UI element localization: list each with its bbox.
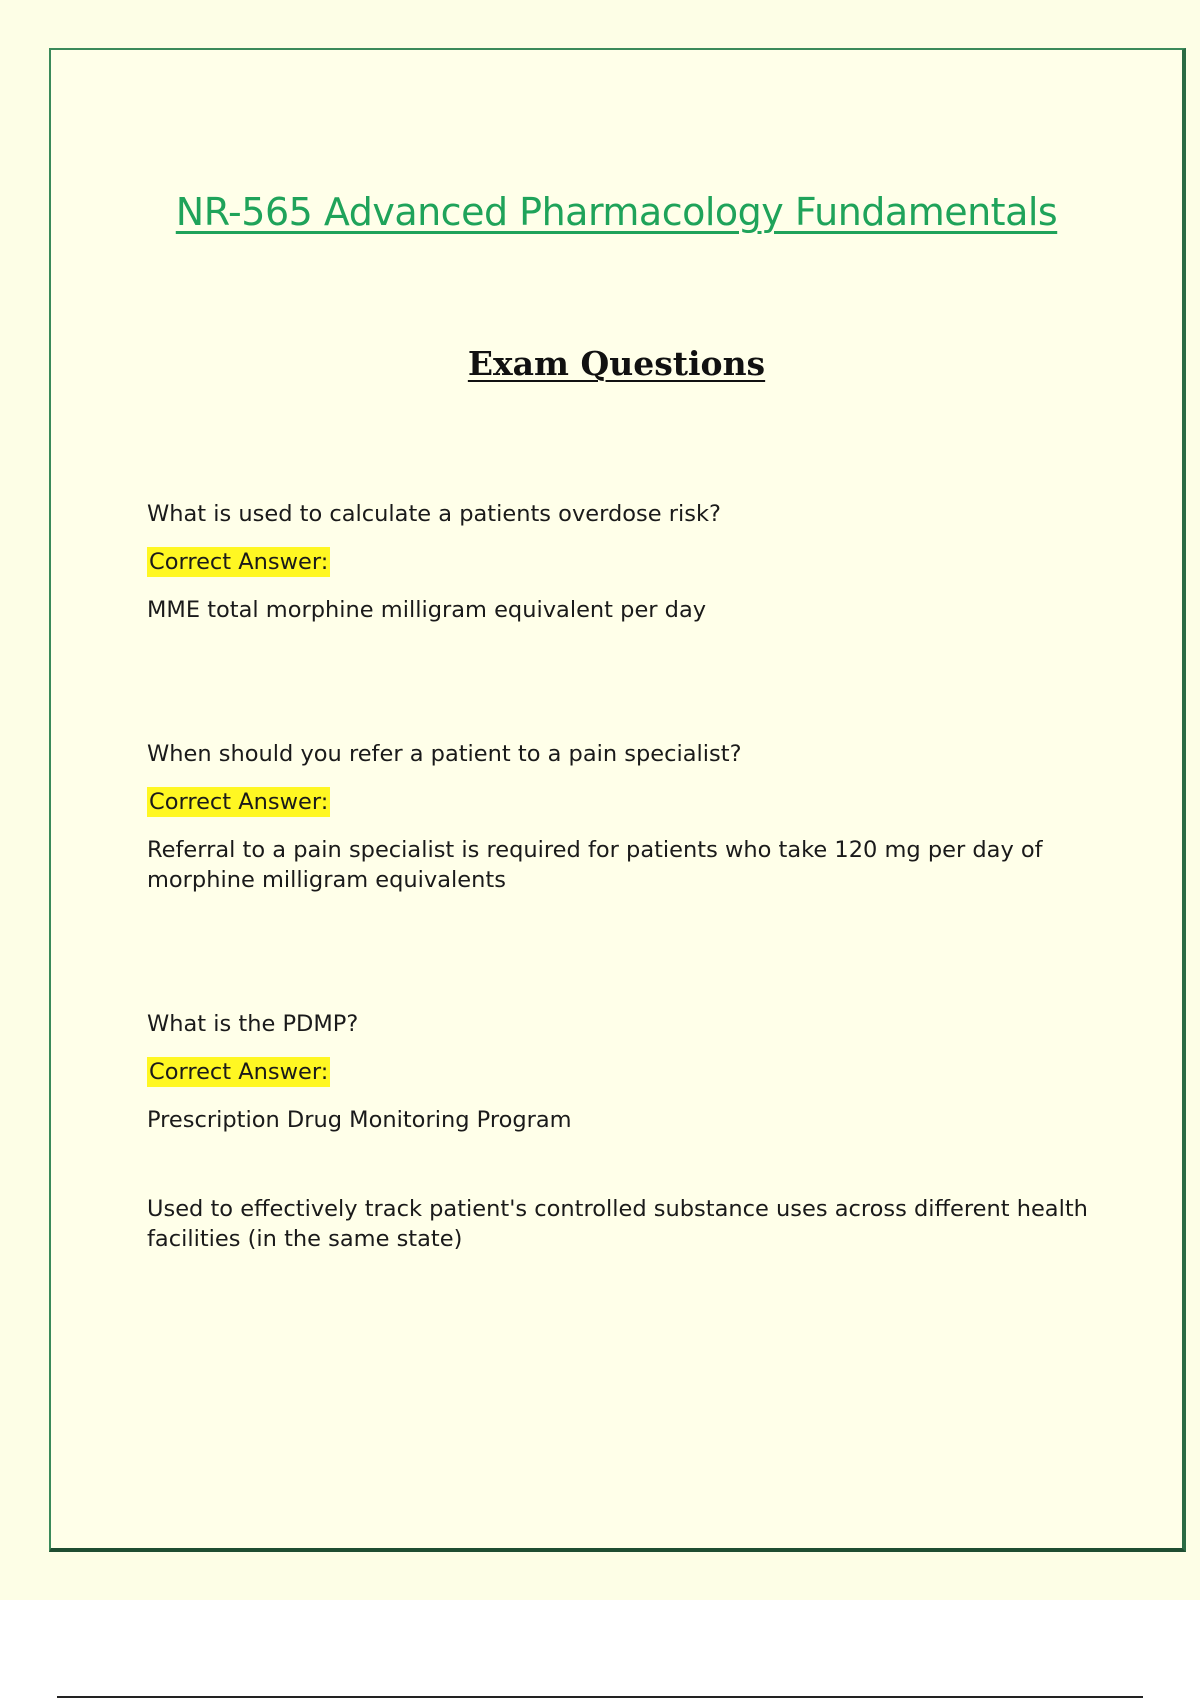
question-text: What is the PDMP? bbox=[147, 1011, 359, 1037]
answer-text: MME total morphine milligram equivalent per day bbox=[147, 597, 707, 623]
document-title-text: NR-565 Advanced Pharmacology Fundamentals bbox=[175, 190, 1058, 234]
document-title bbox=[51, 190, 1182, 234]
answer-text: Referral to a pain specialist is required for patients who take 120 mg per day of morphine milligram equivalents bbox=[147, 837, 1043, 893]
answer-text: Prescription Drug Monitoring Program bbox=[147, 1107, 572, 1133]
question-block-2 bbox=[147, 739, 1107, 895]
correct-answer-label: Correct Answer: bbox=[149, 549, 329, 575]
document-subtitle bbox=[51, 344, 1182, 383]
footer-divider bbox=[57, 1696, 1143, 1698]
answer-extra-text: Used to effectively track patient's controlled substance uses across different health facilities (in the same state) bbox=[147, 1196, 1088, 1252]
document-frame bbox=[49, 48, 1186, 1552]
correct-answer-label: Correct Answer: bbox=[149, 789, 329, 815]
document-subtitle-text: Exam Questions bbox=[467, 344, 766, 383]
question-block-1 bbox=[147, 499, 1107, 625]
question-block-3 bbox=[147, 1009, 1107, 1254]
correct-answer-label: Correct Answer: bbox=[149, 1059, 329, 1085]
question-text: What is used to calculate a patients overdose risk? bbox=[147, 501, 721, 527]
question-text: When should you refer a patient to a pain specialist? bbox=[147, 741, 742, 767]
